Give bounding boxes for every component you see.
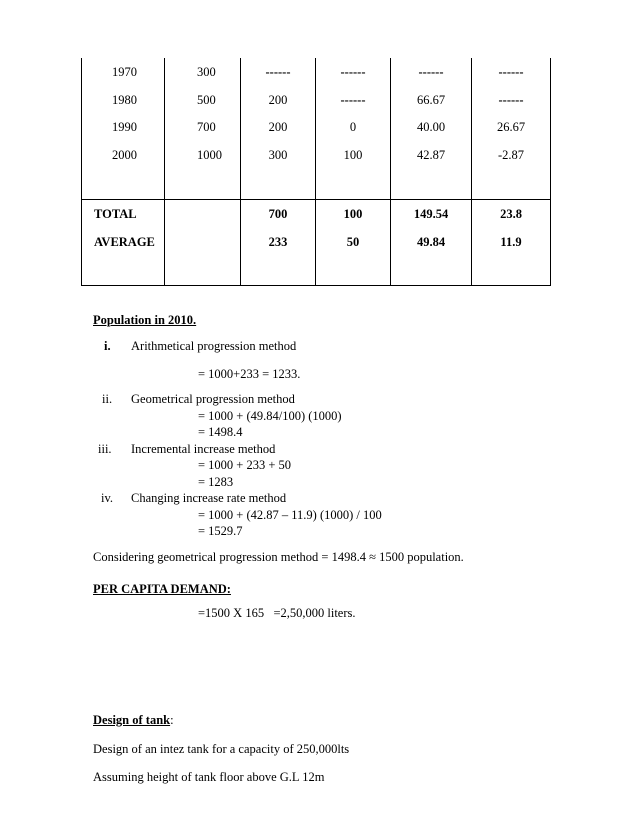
table-cell: 233 bbox=[268, 234, 288, 249]
table-cell: 23.8 bbox=[500, 207, 522, 221]
population-heading: Population in 2010. bbox=[93, 313, 197, 327]
table-cell: 50 bbox=[346, 234, 360, 249]
table-cell: 2000 bbox=[112, 147, 137, 162]
method-name: Arithmetical progression method bbox=[131, 339, 297, 353]
summary-empty-column bbox=[165, 200, 241, 286]
population-column bbox=[165, 58, 241, 200]
table-cell: 100 bbox=[343, 147, 363, 162]
population-conclusion: Considering geometrical progression method = 1498.4 ≈ 1500 population. bbox=[93, 550, 464, 564]
table-body-rows bbox=[82, 58, 551, 200]
table-cell: 26.67 bbox=[496, 120, 526, 134]
table-cell: ------ bbox=[340, 92, 366, 107]
method-formula: = 1000 + (42.87 – 11.9) (1000) / 100 bbox=[198, 508, 382, 522]
table-cell: 700 bbox=[197, 120, 216, 134]
summary-increase-column bbox=[241, 200, 316, 286]
table-cell: 0 bbox=[349, 120, 357, 134]
total-label: TOTAL bbox=[94, 207, 137, 221]
demand-heading: PER CAPITA DEMAND: bbox=[93, 582, 231, 596]
table-summary-rows bbox=[82, 200, 551, 286]
method-number: iii. bbox=[98, 442, 112, 456]
table-cell: 300 bbox=[268, 147, 288, 162]
demand-formula: =1500 X 165 =2,50,000 liters. bbox=[198, 606, 356, 620]
table-cell: 49.84 bbox=[416, 234, 446, 249]
tank-heading-line bbox=[93, 712, 174, 728]
increase-column bbox=[241, 58, 316, 200]
method-formula: = 1000 + (49.84/100) (1000) bbox=[198, 409, 342, 423]
table-cell: 40.00 bbox=[416, 120, 446, 134]
table-cell: 149.54 bbox=[413, 207, 449, 221]
method-result: = 1498.4 bbox=[198, 425, 243, 439]
table-cell: 1980 bbox=[112, 92, 137, 107]
table-cell: 200 bbox=[268, 120, 288, 134]
tank-heading: Design of tank bbox=[93, 713, 171, 727]
method-formula: = 1000+233 = 1233. bbox=[198, 367, 301, 381]
table-cell: 500 bbox=[197, 92, 216, 107]
method-name: Geometrical progression method bbox=[131, 392, 295, 406]
method-number: ii. bbox=[102, 392, 113, 406]
table-cell: ------ bbox=[265, 65, 291, 79]
table-cell: ------ bbox=[418, 65, 444, 79]
average-label: AVERAGE bbox=[94, 234, 155, 249]
summary-incremental-column bbox=[316, 200, 391, 286]
change-rate-column bbox=[472, 58, 551, 200]
table-cell: 700 bbox=[268, 207, 288, 221]
method-name: Changing increase rate method bbox=[131, 491, 287, 505]
table-cell: ------ bbox=[340, 65, 366, 79]
tank-description: Design of an intez tank for a capacity of 250,000lts bbox=[93, 742, 350, 756]
table-cell: 1970 bbox=[112, 65, 137, 79]
tank-assumption: Assuming height of tank floor above G.L 12m bbox=[93, 770, 325, 784]
summary-rate-column bbox=[472, 200, 551, 286]
table-cell: ------ bbox=[498, 92, 524, 107]
table-cell: 100 bbox=[343, 207, 363, 221]
table-cell: 300 bbox=[197, 65, 216, 79]
table-cell: 11.9 bbox=[500, 234, 522, 249]
table-cell: 200 bbox=[268, 92, 288, 107]
method-number: i. bbox=[104, 339, 111, 353]
table-cell: 66.67 bbox=[416, 92, 446, 107]
table-cell: 1990 bbox=[112, 120, 137, 134]
population-table bbox=[81, 58, 551, 286]
table-cell: ------ bbox=[498, 65, 524, 79]
table-cell: 42.87 bbox=[416, 147, 446, 162]
table-cell: -2.87 bbox=[497, 147, 525, 162]
method-name: Incremental increase method bbox=[131, 442, 276, 456]
percent-increase-column bbox=[391, 58, 472, 200]
tank-heading-colon: : bbox=[170, 713, 174, 727]
summary-percent-column bbox=[391, 200, 472, 286]
method-number: iv. bbox=[101, 491, 114, 505]
method-formula: = 1000 + 233 + 50 bbox=[198, 458, 292, 472]
method-result: = 1529.7 bbox=[198, 524, 243, 538]
table-cell: 1000 bbox=[197, 147, 222, 162]
year-column bbox=[82, 58, 165, 200]
summary-label-column bbox=[82, 200, 165, 286]
incremental-increase-column bbox=[316, 58, 391, 200]
method-result: = 1283 bbox=[198, 475, 234, 489]
